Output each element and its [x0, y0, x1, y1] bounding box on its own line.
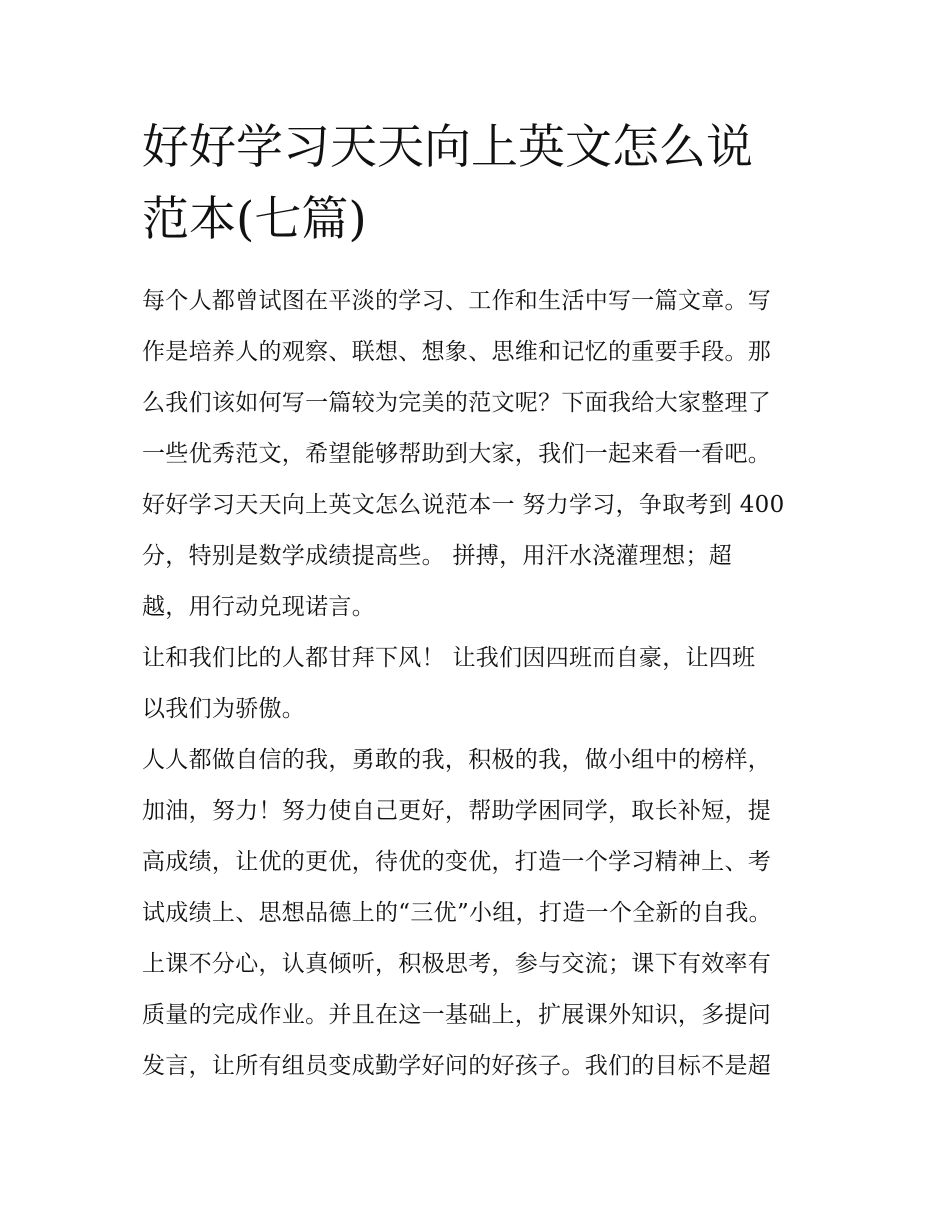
text-line: 质量的完成作业。并且在这一基础上，扩展课外知识，多提问	[142, 1002, 772, 1028]
text-line: 人人都做自信的我，勇敢的我，积极的我，做小组中的榜样，	[142, 747, 772, 773]
title-line-2: 范本(七篇)	[142, 192, 367, 247]
text-line: 一些优秀范文，希望能够帮助到大家，我们一起来看一看吧。	[142, 441, 772, 467]
text-line: 试成绩上、思想品德上的“三优”小组，打造一个全新的自我。	[142, 900, 772, 926]
text-line: 作是培养人的观察、联想、想象、思维和记忆的重要手段。那	[142, 339, 772, 365]
text-line: 加油，努力！努力使自己更好，帮助学困同学，取长补短，提	[142, 798, 772, 824]
text-line: 以我们为骄傲。	[142, 696, 306, 722]
text-line: 越，用行动兑现诺言。	[142, 594, 375, 620]
text-line: 每个人都曾试图在平淡的学习、工作和生活中写一篇文章。写	[142, 288, 772, 314]
page-title	[142, 112, 822, 256]
body-text	[142, 276, 822, 1092]
text-line: 好好学习天天向上英文怎么说范本一 努力学习，争取考到 400	[142, 492, 785, 518]
text-line: 么我们该如何写一篇较为完美的范文呢？下面我给大家整理了	[142, 390, 772, 416]
text-line: 上课不分心，认真倾听，积极思考，参与交流；课下有效率有	[142, 951, 772, 977]
text-line: 发言，让所有组员变成勤学好问的好孩子。我们的目标不是超	[142, 1053, 772, 1079]
title-line-1: 好好学习天天向上英文怎么说	[142, 120, 753, 175]
text-line: 分，特别是数学成绩提高些。 拼搏，用汗水浇灌理想；超	[142, 543, 733, 569]
text-line: 让和我们比的人都甘拜下风！ 让我们因四班而自豪，让四班	[142, 645, 756, 671]
text-line: 高成绩，让优的更优，待优的变优，打造一个学习精神上、考	[142, 849, 772, 875]
